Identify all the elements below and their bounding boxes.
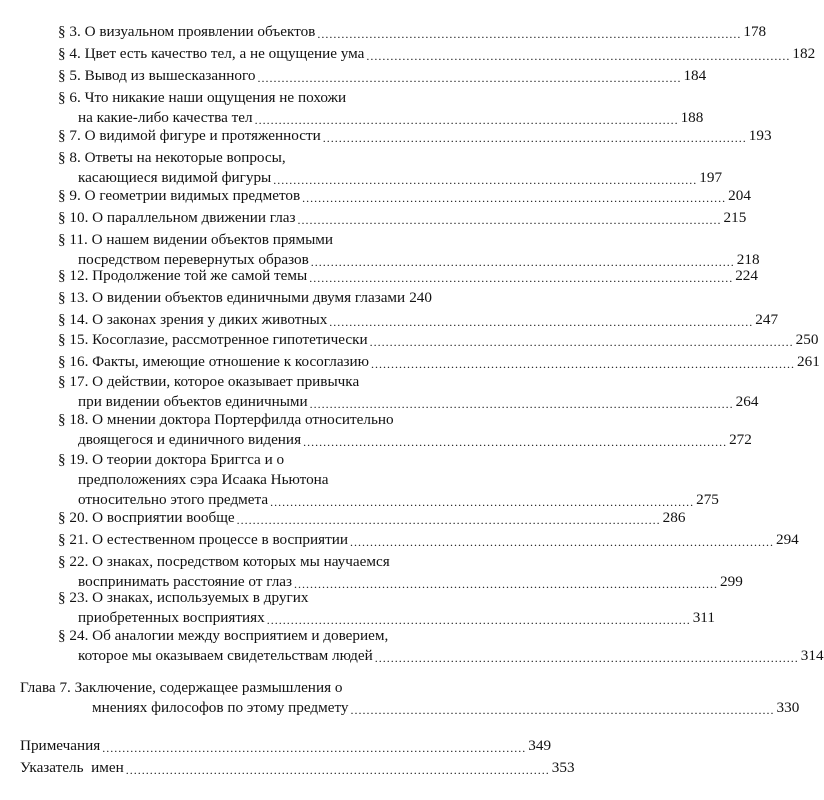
- toc-entry-s10: [58, 208, 747, 228]
- chapter-title: Глава 7. Заключение, содержащее размышления о: [20, 679, 343, 696]
- toc-entry-s9: [58, 186, 751, 206]
- entry-title: § 20. О восприятии вообще: [58, 509, 235, 526]
- entry-title: § 15. Косоглазие, рассмотренное гипотетически: [58, 331, 368, 348]
- dot-leader: ..........................................................................................................: [302, 191, 727, 205]
- dot-leader: ..........................................................................................................: [236, 513, 661, 527]
- entry-title: § 13. О видении объектов единичными двумя глазами: [58, 289, 406, 306]
- dot-leader: ..........................................................................................................: [102, 741, 527, 755]
- toc-entry-chapter-7: [20, 678, 800, 718]
- page-number: 178: [743, 23, 767, 40]
- toc-entry-s22: [58, 552, 743, 592]
- entry-title: § 11. О нашем видении объектов прямыми: [58, 231, 334, 248]
- dot-leader: ..........................................................................................................: [329, 315, 754, 329]
- page-number: 261: [797, 353, 820, 370]
- entry-title: § 23. О знаках, используемых в других: [58, 589, 309, 606]
- toc-entry-s15: [58, 330, 819, 350]
- dot-leader: ..........................................................................................................: [366, 49, 791, 63]
- entry-title: § 21. О естественном процессе в восприятии: [58, 531, 348, 548]
- dot-leader: ..........................................................................................................: [125, 763, 550, 777]
- entry-title: § 12. Продолжение той же самой темы: [58, 267, 308, 284]
- entry-title: § 24. Об аналогии между восприятием и доверием,: [58, 627, 389, 644]
- entry-title: Указатель имен: [20, 759, 124, 776]
- page-number: 250: [795, 331, 819, 348]
- page-number: 349: [528, 737, 552, 754]
- dot-leader: ..........................................................................................................: [270, 495, 695, 509]
- toc-entry-notes: [20, 736, 552, 756]
- entry-title-cont: предположениях сэра Исаака Ньютона: [78, 471, 329, 488]
- toc-entry-s8: [58, 148, 723, 188]
- chapter-title-cont: мнениях философов по этому предмету: [92, 699, 349, 716]
- page-number: 314: [800, 647, 824, 664]
- dot-leader: ..........................................................................................................: [350, 703, 775, 717]
- page-number: 193: [748, 127, 772, 144]
- entry-title: § 18. О мнении доктора Портерфилда относительно: [58, 411, 394, 428]
- toc-entry-s3: [58, 22, 767, 42]
- page-number: 224: [735, 267, 758, 284]
- toc-entry-s12: [58, 266, 758, 286]
- toc-entry-s13: [58, 288, 432, 308]
- dot-leader: ..........................................................................................................: [303, 435, 728, 449]
- entry-title: § 16. Факты, имеющие отношение к косоглазию: [58, 353, 370, 370]
- dot-leader: ..........................................................................................................: [309, 397, 734, 411]
- page-number: 240: [409, 289, 432, 306]
- toc-entry-s18: [58, 410, 752, 450]
- entry-title: § 8. Ответы на некоторые вопросы,: [58, 149, 286, 166]
- dot-leader: ..........................................................................................................: [371, 357, 796, 371]
- toc-entry-index: [20, 758, 575, 778]
- toc-entry-s23: [58, 588, 715, 628]
- entry-title-cont: касающиеся видимой фигуры: [78, 169, 272, 186]
- page-number: 188: [680, 109, 704, 126]
- page-number: 299: [720, 573, 743, 590]
- toc-entry-s21: [58, 530, 799, 550]
- dot-leader: ..........................................................................................................: [297, 213, 722, 227]
- toc-entry-s11: [58, 230, 760, 270]
- page-number: 204: [728, 187, 751, 204]
- entry-title: § 19. О теории доктора Бриггса и о: [58, 451, 285, 468]
- toc-entry-s5: [58, 66, 707, 86]
- page-number: 330: [776, 699, 800, 716]
- page-number: 182: [792, 45, 816, 62]
- page-number: 218: [736, 251, 760, 268]
- page-number: 275: [696, 491, 719, 508]
- page-number: 215: [723, 209, 747, 226]
- dot-leader: ..........................................................................................................: [310, 255, 735, 269]
- entry-title-cont: относительно этого предмета: [78, 491, 269, 508]
- dot-leader: ..........................................................................................................: [317, 27, 742, 41]
- toc-entry-s20: [58, 508, 686, 528]
- page-number: 197: [699, 169, 723, 186]
- toc-entry-s6: [58, 88, 704, 128]
- page-number: 353: [551, 759, 575, 776]
- entry-title: § 4. Цвет есть качество тел, а не ощущение ума: [58, 45, 365, 62]
- entry-title-cont: двоящегося и единичного видения: [78, 431, 302, 448]
- entry-title: § 22. О знаках, посредством которых мы научаемся: [58, 553, 390, 570]
- entry-title: § 14. О законах зрения у диких животных: [58, 311, 328, 328]
- dot-leader: ..........................................................................................................: [322, 131, 747, 145]
- entry-title: § 9. О геометрии видимых предметов: [58, 187, 301, 204]
- dot-leader: ..........................................................................................................: [369, 335, 794, 349]
- entry-title: § 6. Что никакие наши ощущения не похожи: [58, 89, 347, 106]
- toc-entry-s14: [58, 310, 779, 330]
- toc-entry-s24: [58, 626, 824, 666]
- dot-leader: ..........................................................................................................: [273, 173, 698, 187]
- dot-leader: ..........................................................................................................: [266, 613, 691, 627]
- toc-entry-s16: [58, 352, 820, 372]
- page-number: 184: [683, 67, 707, 84]
- toc-entry-s17: [58, 372, 759, 412]
- entry-title-cont: при видении объектов единичными: [78, 393, 308, 410]
- page-number: 311: [692, 609, 715, 626]
- entry-title: § 5. Вывод из вышесказанного: [58, 67, 256, 84]
- page-number: 272: [729, 431, 752, 448]
- entry-title-cont: посредством перевернутых образов: [78, 251, 309, 268]
- entry-title: § 17. О действии, которое оказывает привычка: [58, 373, 360, 390]
- dot-leader: ..........................................................................................................: [349, 535, 774, 549]
- page-number: 247: [755, 311, 779, 328]
- toc-entry-s4: [58, 44, 816, 64]
- entry-title: § 10. О параллельном движении глаз: [58, 209, 296, 226]
- entry-title-cont: на какие-либо качества тел: [78, 109, 253, 126]
- dot-leader: ..........................................................................................................: [309, 271, 734, 285]
- page-number: 294: [775, 531, 799, 548]
- page-number: 264: [735, 393, 759, 410]
- entry-title: § 7. О видимой фигуре и протяженности: [58, 127, 321, 144]
- entry-title: Примечания: [20, 737, 101, 754]
- dot-leader: ..........................................................................................................: [294, 577, 719, 591]
- page-number: 286: [662, 509, 686, 526]
- entry-title: § 3. О визуальном проявлении объектов: [58, 23, 316, 40]
- entry-title-cont: воспринимать расстояние от глаз: [78, 573, 293, 590]
- dot-leader: ..........................................................................................................: [254, 113, 679, 127]
- toc-entry-s19: [58, 450, 719, 510]
- toc-entry-s7: [58, 126, 772, 146]
- dot-leader: ..........................................................................................................: [374, 651, 799, 665]
- entry-title-cont: приобретенных восприятиях: [78, 609, 265, 626]
- dot-leader: ..........................................................................................................: [257, 71, 682, 85]
- entry-title-cont: которое мы оказываем свидетельствам людей: [78, 647, 373, 664]
